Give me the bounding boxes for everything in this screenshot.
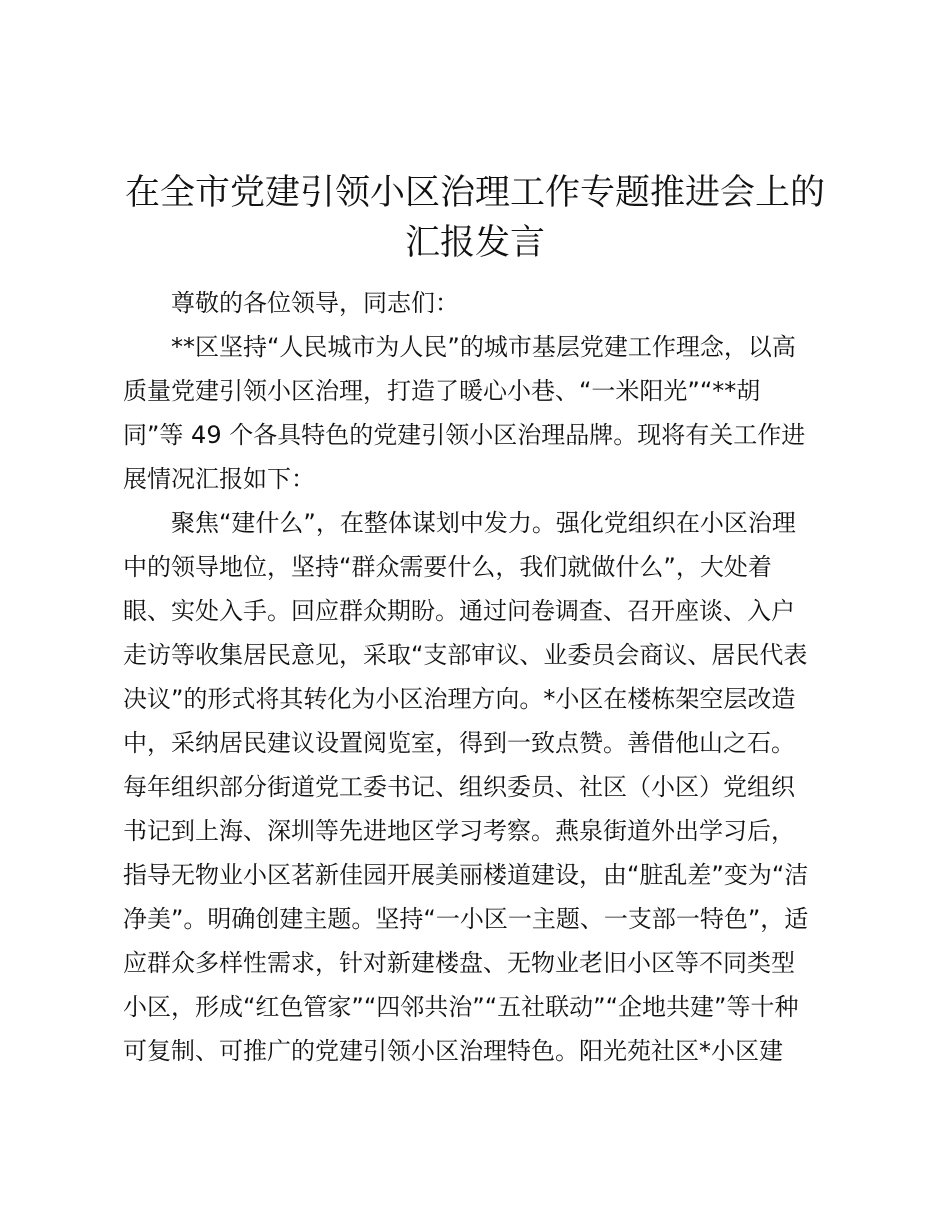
paragraph-2-line-9: 指导无物业小区茗新佳园开展美丽楼道建设，由“脏乱差”变为“洁 [123,861,809,889]
paragraph-2-line-6: 中，采纳居民建议设置阅览室，得到一致点赞。善借他山之石。 [123,729,795,757]
salutation: 尊敬的各位领导，同志们： [171,289,459,317]
paragraph-2-line-10: 净美”。明确创建主题。坚持“一小区一主题、一支部一特色”，适 [123,905,809,933]
paragraph-2-line-7: 每年组织部分街道党工委书记、组织委员、社区（小区）党组织 [123,773,795,801]
paragraph-1-line-3: 同”等 49 个各具特色的党建引领小区治理品牌。现将有关工作进 [123,421,806,449]
title-line-1: 在全市党建引领小区治理工作专题推进会上的 [124,173,825,213]
paragraph-2-line-13: 可复制、可推广的党建引领小区治理特色。阳光苑社区*小区建 [123,1037,783,1065]
paragraph-2-line-4: 走访等收集居民意见，采取“支部审议、业委员会商议、居民代表 [123,641,808,669]
paragraph-2-line-12: 小区，形成“红色管家”“四邻共治”“五社联动”“企地共建”等十种 [123,993,799,1021]
title-line-2: 汇报发言 [404,223,545,263]
paragraph-2-line-11: 应群众多样性需求，针对新建楼盘、无物业老旧小区等不同类型 [123,949,795,977]
paragraph-2-line-1: 聚焦“建什么”，在整体谋划中发力。强化党组织在小区治理 [171,509,796,537]
document-title [110,168,840,268]
paragraph-1-line-2: 质量党建引领小区治理，打造了暖心小巷、“一米阳光”“**胡 [123,377,761,405]
paragraph-2-line-8: 书记到上海、深圳等先进地区学习考察。燕泉街道外出学习后， [123,817,795,845]
paragraph-2-line-2: 中的领导地位，坚持“群众需要什么，我们就做什么”，大处着 [123,553,772,581]
paragraph-1-line-1: **区坚持“人民城市为人民”的城市基层党建工作理念，以高 [171,333,796,361]
document-body [123,281,838,1073]
paragraph-2-line-3: 眼、实处入手。回应群众期盼。通过问卷调查、召开座谈、入户 [123,597,795,625]
paragraph-1-line-4: 展情况汇报如下： [123,465,315,493]
paragraph-2-line-5: 决议”的形式将其转化为小区治理方向。*小区在楼栋架空层改造 [123,685,796,713]
